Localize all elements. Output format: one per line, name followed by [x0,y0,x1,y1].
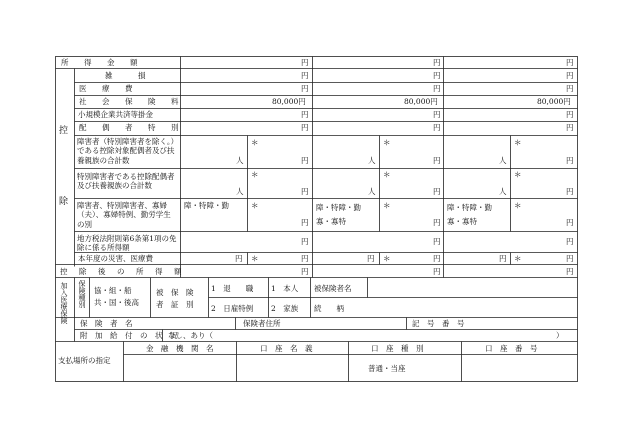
option-hiyatoi: 2 日雇特例 [211,304,254,313]
yen-unit: 円 [433,254,441,263]
yen-unit: 円 [433,110,441,119]
label-shogaisha: 障害者（特別障害者を除く。）である控除対象配偶者及び扶養親族の合計数 [77,137,175,165]
label-kojo-1: 控 [59,126,69,136]
shakai-amount: 80,000円 [404,97,438,106]
yen-unit: 円 [566,84,574,93]
label-hokensha-mei: 保 険 者 名 [80,319,133,328]
yen-unit: 円 [433,187,441,196]
asterisk: ＊ [514,254,522,263]
yen-unit: 円 [566,187,574,196]
status-options: 障・特障・勤 [184,201,229,210]
yen-unit: 円 [301,237,309,246]
label-honnendo: 本年度の災害、医療費 [78,254,153,263]
yen-unit: 円 [566,267,574,276]
yen-unit: 円 [367,254,375,263]
label-shomei: 者 証 別 [156,300,194,309]
option-taishoku: 1 退 職 [211,284,254,293]
yen-unit: 円 [433,267,441,276]
yen-unit: 円 [433,237,441,246]
status-options: 障・特障・勤 [447,203,492,212]
bank-header-holder: 口 座 名 義 [260,344,313,353]
bank-type-value: 普通・当座 [368,364,406,373]
label-tokubetsu: 特別障害者である控除配偶者及び扶養親族の合計数 [77,172,175,191]
label-shakai: 社 会 保 険 料 [79,97,183,106]
asterisk: ＊ [514,138,522,147]
label-fuka: 附 加 給 付 の 状 況 [80,331,178,340]
yen-unit: 円 [433,58,441,67]
label-kojo-2: 除 [59,197,69,207]
nin-unit: 人 [236,156,244,165]
nin-unit: 人 [499,187,507,196]
yen-unit: 円 [433,123,441,132]
label-bank: 支払場所の指定 [58,356,111,365]
status-options-2: 寡・寡特 [447,217,477,226]
yen-unit: 円 [301,267,309,276]
label-kigo-bango: 記 号 番 号 [412,319,465,328]
yen-unit: 円 [301,110,309,119]
label-hihokensha: 被 保 険 [156,288,194,297]
option-kazoku: 2 家族 [271,304,299,313]
insurance-type-options: 協・組・船 共・国・後高 [94,286,139,307]
yen-unit: 円 [301,58,309,67]
yen-unit: 円 [301,187,309,196]
yen-unit: 円 [301,123,309,132]
fuka-close: ） [556,331,564,340]
yen-unit: 円 [566,218,574,227]
label-fuufu: 障害者、特別障害者、寡婦（夫）、寡婦特例、勤労学生の別 [77,201,171,229]
label-hihokensha-name: 被保険者名 [314,284,352,293]
yen-unit: 円 [301,71,309,80]
asterisk: ＊ [383,138,391,147]
yen-unit: 円 [301,254,309,263]
asterisk: ＊ [251,254,259,263]
yen-unit: 円 [433,71,441,80]
label-zokugara: 続 柄 [314,304,344,313]
label-insurance-title: 加入医療保険 [60,282,68,324]
shakai-amount: 80,000円 [537,97,571,106]
label-hokensha-address: 保険者住所 [243,319,281,328]
yen-unit: 円 [566,237,574,246]
label-zatsuson: 雑 損 [105,71,155,80]
asterisk: ＊ [383,254,391,263]
nin-unit: 人 [368,187,376,196]
bank-header-name: 金 融 機 関 名 [146,344,214,353]
yen-unit: 円 [433,218,441,227]
yen-unit: 円 [566,71,574,80]
label-haigusha: 配 偶 者 特 別 [79,123,183,132]
yen-unit: 円 [566,254,574,263]
yen-unit: 円 [433,84,441,93]
yen-unit: 円 [301,156,309,165]
asterisk: ＊ [251,170,259,179]
label-shokibo: 小規模企業共済等掛金 [78,110,153,119]
nin-unit: 人 [236,187,244,196]
yen-unit: 円 [566,110,574,119]
label-chihou: 地方税法附則第6条第1項の免除に係る所得額 [77,234,177,253]
yen-unit: 円 [566,156,574,165]
yen-unit: 円 [499,254,507,263]
nin-unit: 人 [499,156,507,165]
nin-unit: 人 [368,156,376,165]
yen-unit: 円 [235,254,243,263]
option-honnin: 1 本人 [271,284,299,293]
label-kojogo: 控 除 後 の 所 得 額 [60,267,184,276]
bank-header-number: 口 座 番 号 [485,344,538,353]
yen-unit: 円 [301,84,309,93]
yen-unit: 円 [566,123,574,132]
asterisk: ＊ [514,201,522,210]
label-insurance-type: 保険種別 [78,280,86,308]
asterisk: ＊ [251,138,259,147]
label-iryohi: 医 療 費 [79,84,137,93]
asterisk: ＊ [383,170,391,179]
status-options: 障・特障・勤 [316,203,361,212]
yen-unit: 円 [301,218,309,227]
yen-unit: 円 [566,58,574,67]
status-options-2: 寡・寡特 [316,217,346,226]
label-shotoku: 所 得 金 額 [61,58,142,67]
fuka-value: なし、あり（ [168,331,213,340]
asterisk: ＊ [251,201,259,210]
shakai-amount: 80,000円 [272,97,306,106]
bank-header-type: 口 座 種 別 [371,344,424,353]
yen-unit: 円 [433,156,441,165]
asterisk: ＊ [514,170,522,179]
asterisk: ＊ [383,201,391,210]
